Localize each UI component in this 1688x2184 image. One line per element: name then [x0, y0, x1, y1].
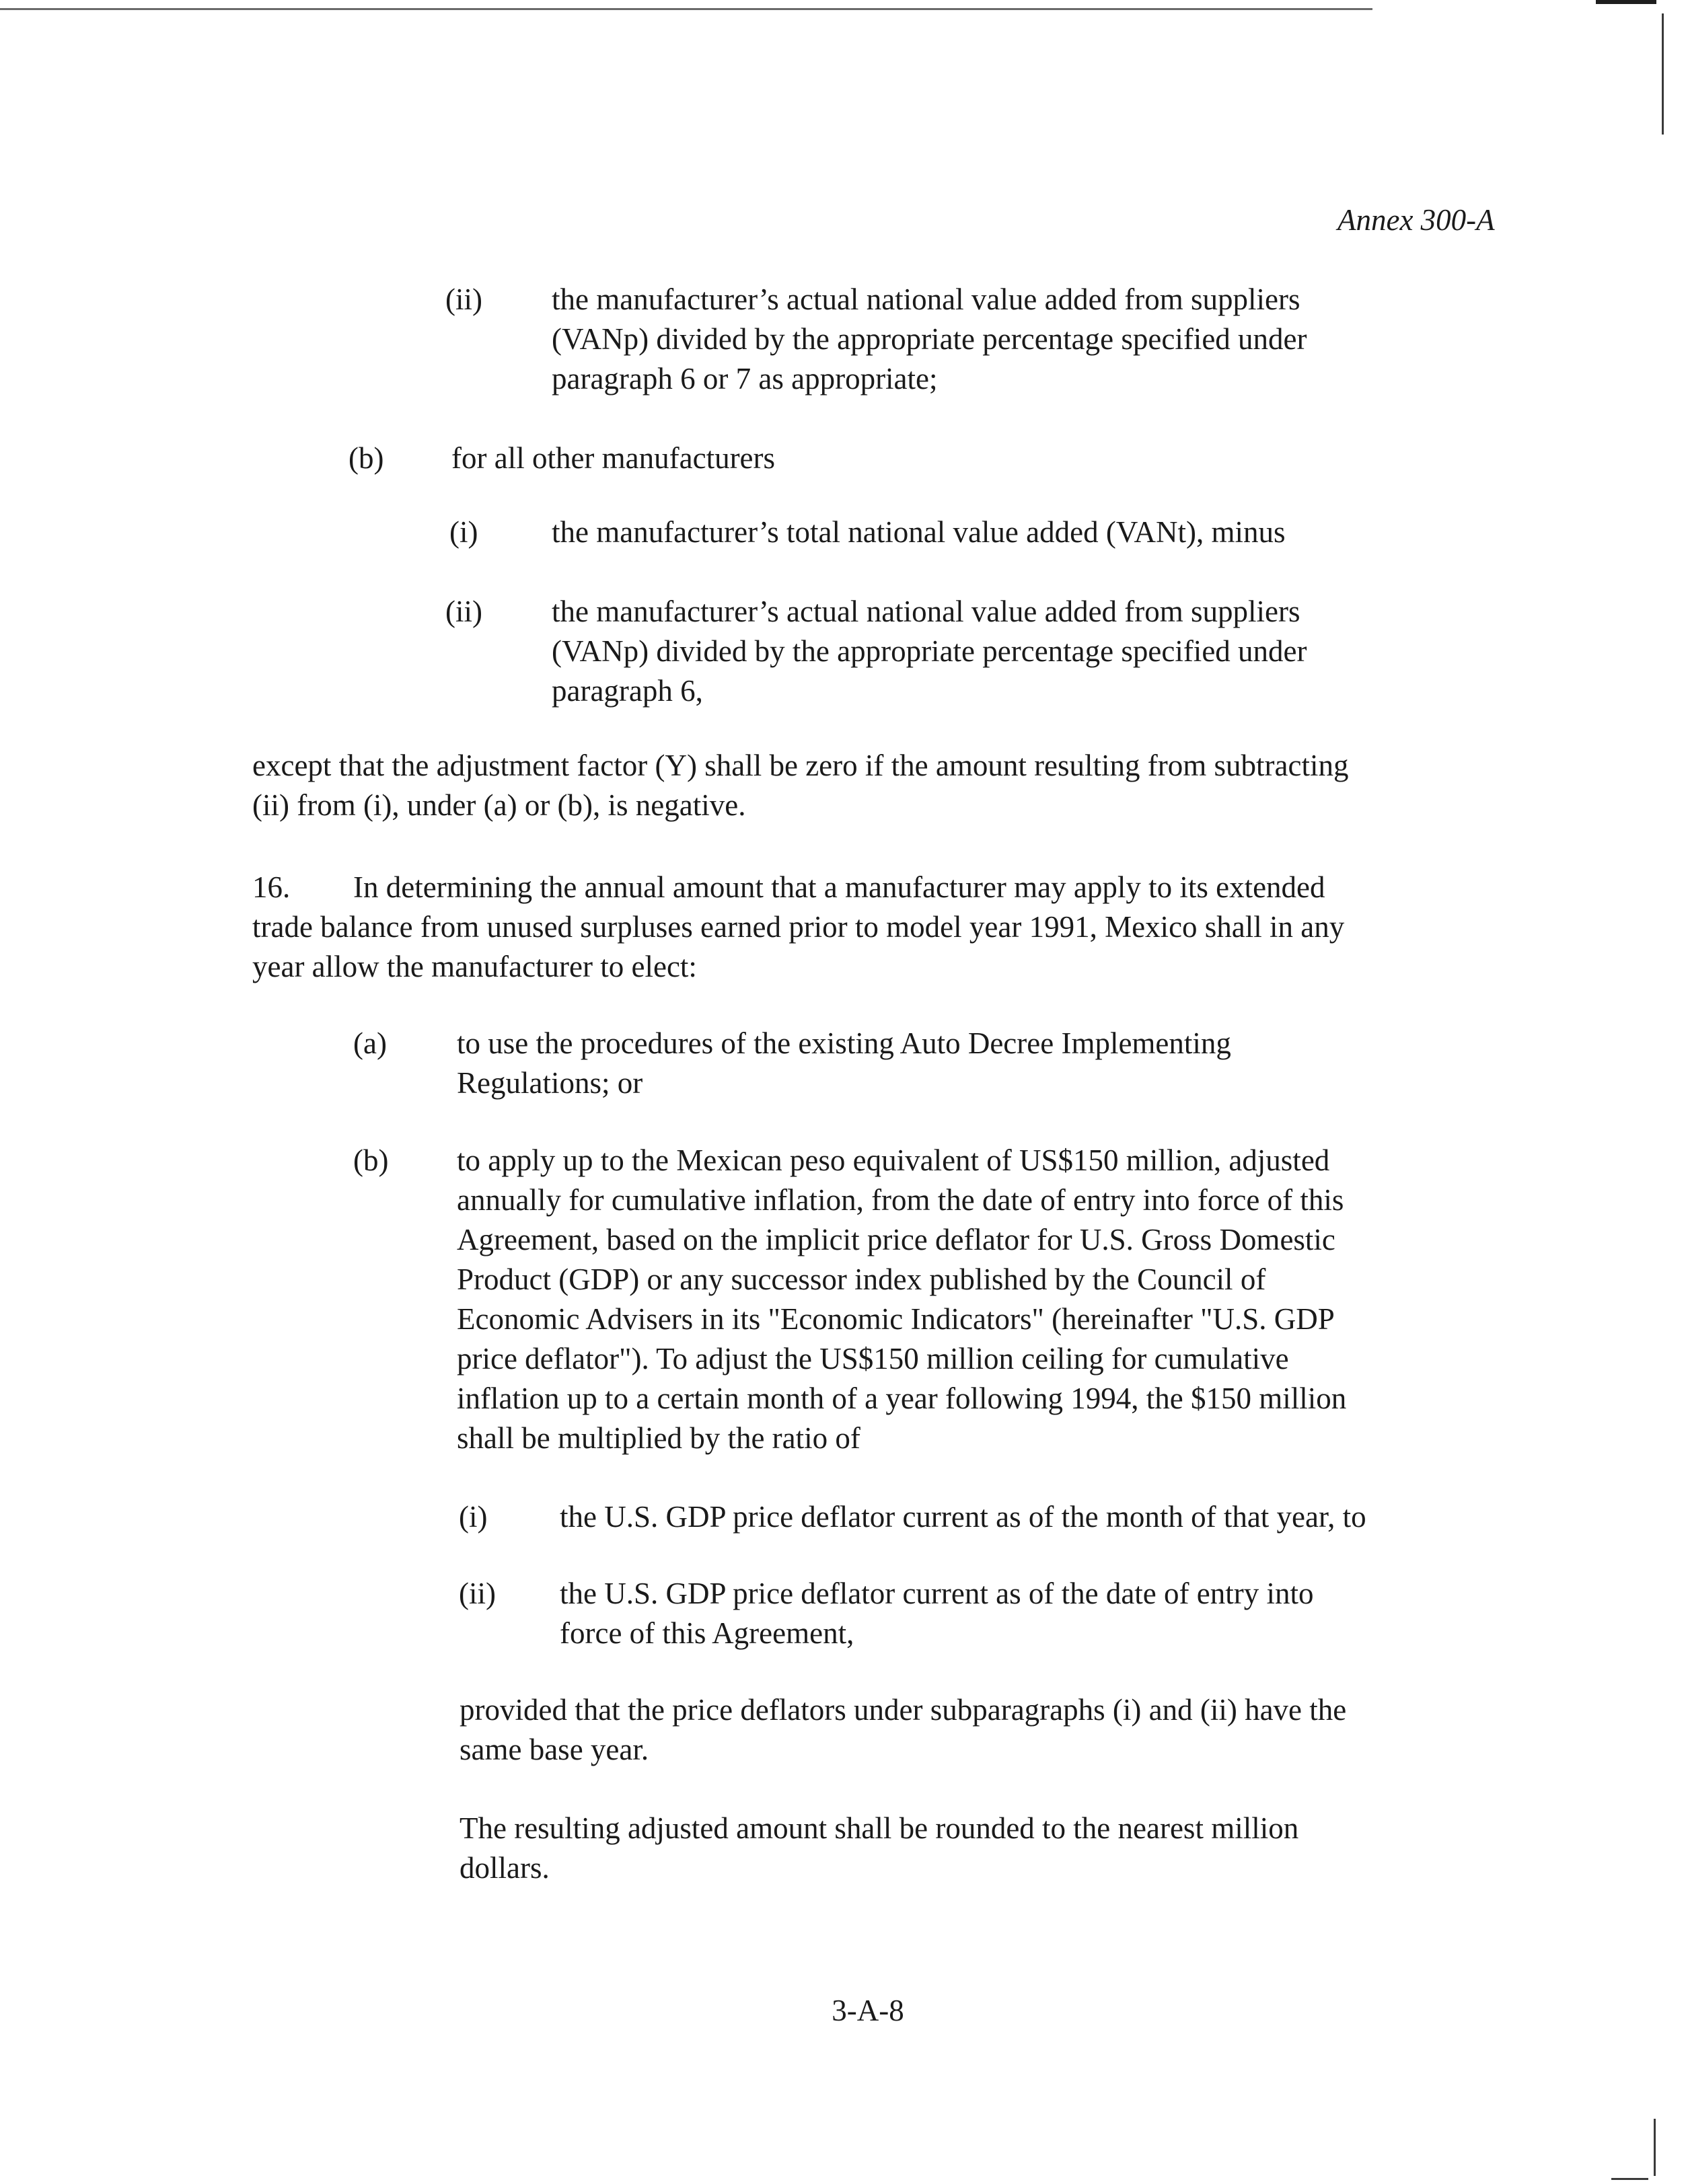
item-ii-line-3: paragraph 6 or 7 as appropriate; — [552, 362, 938, 396]
paragraph-16-line-1: In determining the annual amount that a manufacturer may apply to its extended — [353, 870, 1325, 904]
item-b-marker: (b) — [348, 441, 384, 475]
p16-b-sub-i-marker: (i) — [459, 1500, 488, 1534]
paragraph-16-line-2: trade balance from unused surpluses earned prior to model year 1991, Mexico shall in any — [252, 910, 1345, 944]
p16-b-sub-ii-line-1: the U.S. GDP price deflator current as of the date of entry into — [560, 1577, 1314, 1610]
scan-artifact-top-line — [0, 8, 1372, 10]
p16-b-sub-i-text: the U.S. GDP price deflator current as of the month of that year, to — [560, 1500, 1366, 1534]
item-ii-line-1: the manufacturer’s actual national value added from suppliers — [552, 283, 1300, 316]
scan-artifact-bottom-edge — [1654, 2119, 1656, 2176]
item-b-sub-ii-line-2: (VANp) divided by the appropriate percentage specified under — [552, 634, 1307, 668]
page-number: 3-A-8 — [832, 1994, 904, 2027]
item-ii-line-2: (VANp) divided by the appropriate percentage specified under — [552, 322, 1307, 356]
paragraph-16-number: 16. — [252, 870, 291, 904]
p16-item-b-line-7: inflation up to a certain month of a year following 1994, the $150 million — [457, 1382, 1347, 1415]
rounding-line-2: dollars. — [460, 1851, 550, 1885]
p16-item-a-line-1: to use the procedures of the existing Auto Decree Implementing — [457, 1026, 1231, 1060]
item-b-sub-i-marker: (i) — [449, 515, 478, 549]
p16-item-b-line-8: shall be multiplied by the ratio of — [457, 1421, 860, 1455]
item-b-sub-ii-line-1: the manufacturer’s actual national value added from suppliers — [552, 595, 1300, 628]
paragraph-16-line-3: year allow the manufacturer to elect: — [252, 950, 697, 983]
item-b-text: for all other manufacturers — [451, 441, 776, 475]
p16-item-b-line-3: Agreement, based on the implicit price deflator for U.S. Gross Domestic — [457, 1223, 1335, 1256]
item-b-sub-ii-marker: (ii) — [445, 595, 482, 628]
proviso-line-1: provided that the price deflators under subparagraphs (i) and (ii) have the — [460, 1693, 1347, 1727]
annex-header: Annex 300-A — [1337, 203, 1495, 237]
p16-item-b-line-1: to apply up to the Mexican peso equivalent of US$150 million, adjusted — [457, 1143, 1330, 1177]
p16-item-a-marker: (a) — [353, 1026, 387, 1060]
item-b-sub-ii-line-3: paragraph 6, — [552, 674, 703, 708]
p16-item-b-marker: (b) — [353, 1143, 389, 1177]
p16-b-sub-ii-line-2: force of this Agreement, — [560, 1616, 854, 1650]
item-b-sub-i-text: the manufacturer’s total national value added (VANt), minus — [552, 515, 1286, 549]
p16-item-b-line-5: Economic Advisers in its "Economic Indicators" (hereinafter "U.S. GDP — [457, 1302, 1335, 1336]
p16-b-sub-ii-marker: (ii) — [459, 1577, 496, 1610]
except-clause-line-2: (ii) from (i), under (a) or (b), is negative. — [252, 788, 746, 822]
except-clause-line-1: except that the adjustment factor (Y) shall be zero if the amount resulting from subtracting — [252, 749, 1349, 782]
p16-item-b-line-6: price deflator"). To adjust the US$150 million ceiling for cumulative — [457, 1342, 1289, 1376]
p16-item-a-line-2: Regulations; or — [457, 1066, 643, 1100]
proviso-line-2: same base year. — [460, 1733, 649, 1766]
scan-artifact-right-edge — [1662, 13, 1664, 135]
scan-artifact-bottom-dash — [1611, 2178, 1648, 2180]
p16-item-b-line-2: annually for cumulative inflation, from the date of entry into force of this — [457, 1183, 1344, 1217]
item-ii-marker: (ii) — [445, 283, 482, 316]
p16-item-b-line-4: Product (GDP) or any successor index published by the Council of — [457, 1263, 1266, 1296]
rounding-line-1: The resulting adjusted amount shall be rounded to the nearest million — [460, 1811, 1299, 1845]
scan-artifact-corner-mark — [1596, 0, 1656, 4]
